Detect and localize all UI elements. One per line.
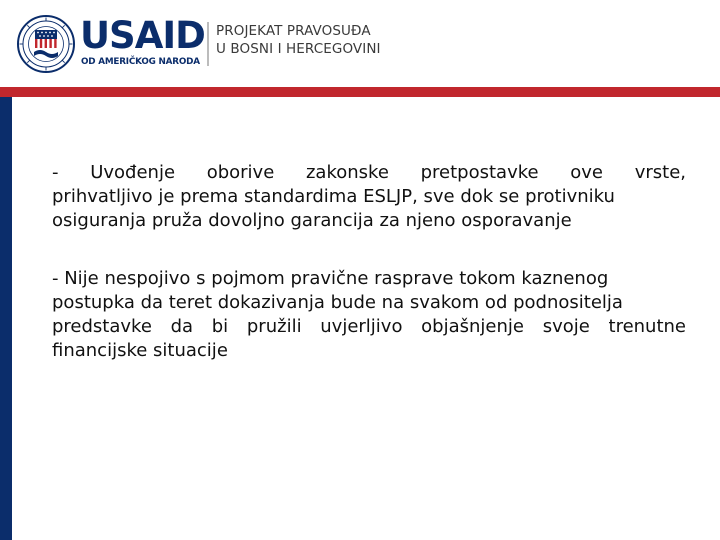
slide-content bbox=[52, 161, 686, 363]
logo-wordmark: USAID bbox=[80, 14, 205, 57]
project-title-line-1: PROJEKAT PRAVOSUĐA bbox=[216, 23, 371, 39]
paragraph-1 bbox=[52, 161, 686, 233]
project-title bbox=[216, 22, 381, 58]
paragraph-1-line-3: osiguranja pruža dovoljno garancija za njeno osporavanje bbox=[52, 210, 572, 231]
usaid-seal-icon bbox=[17, 15, 75, 73]
left-blue-bar bbox=[0, 97, 12, 540]
paragraph-2 bbox=[52, 267, 686, 363]
paragraph-2-line-1: - Nije nespojivo s pojmom pravične rasprave tokom kaznenog bbox=[52, 268, 609, 289]
paragraph-1-line-2: prihvatljivo je prema standardima ESLJP, sve dok se protivniku bbox=[52, 186, 615, 207]
paragraph-2-line-3: predstavke da bi pružili uvjerljivo objašnjenje svoje trenutne bbox=[52, 316, 686, 337]
usaid-logo bbox=[80, 14, 204, 72]
header-red-bar bbox=[0, 87, 720, 97]
paragraph-2-line-4: financijske situacije bbox=[52, 340, 228, 361]
header bbox=[0, 0, 720, 86]
header-divider bbox=[207, 22, 209, 66]
paragraph-2-line-2: postupka da teret dokazivanja bude na svakom od podnositelja bbox=[52, 292, 623, 313]
logo-subtitle: OD AMERIČKOG NARODA bbox=[81, 57, 200, 67]
project-title-line-2: U BOSNI I HERCEGOVINI bbox=[216, 41, 381, 57]
paragraph-1-line-1: - Uvođenje oborive zakonske pretpostavke ove vrste, bbox=[52, 162, 686, 183]
